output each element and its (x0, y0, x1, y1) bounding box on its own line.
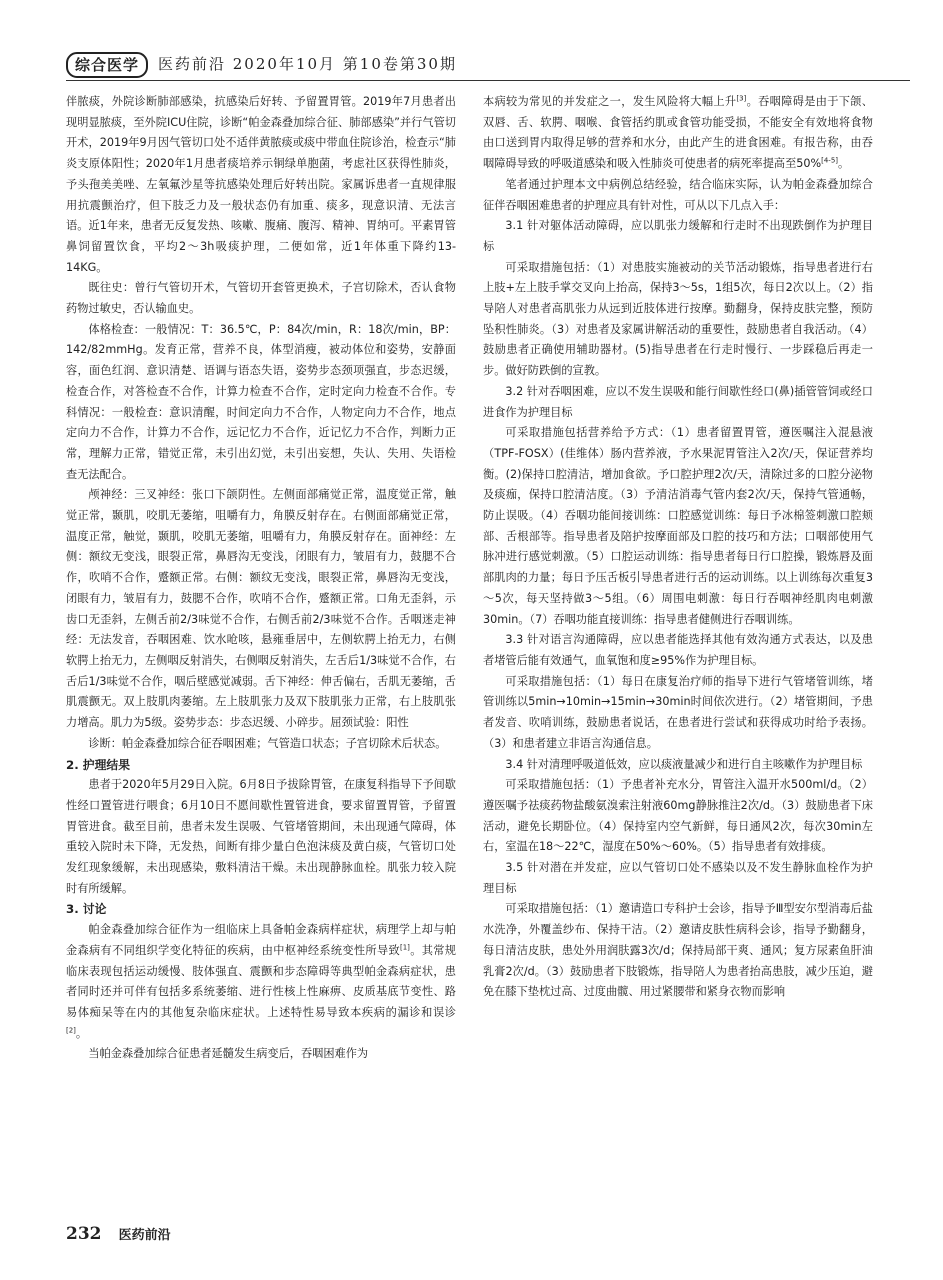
nursing-intro-paragraph: 笔者通过护理本文中病例总结经验，结合临床实际，认为帕金森叠加综合征伴吞咽困难患者的护理应具有针对性，可从以下几点入手： (483, 177, 873, 212)
measures-3-4-paragraph: 可采取措施包括：（1）予患者补充水分，胃管注入温开水500ml/d。（2）遵医嘱予祛痰药物盐酸氨溴索注射液60mg静脉推注2次/d。（3）鼓励患者下床活动，避免长期卧位。（4）保持室内空气新鲜，每日通风2次，每次30min左右，室温在18～22℃，湿度在50%～60%。（5）指导患者有效排痰。 (483, 778, 873, 854)
subsection-heading-3-4: 3.4 针对清理呼吸道低效，应以痰液量减少和进行自主咳嗽作为护理目标 (505, 757, 863, 771)
subsection-heading-3-5: 3.5 针对潜在并发症，应以气管切口处不感染以及不发生静脉血栓作为护理目标 (483, 861, 873, 895)
past-history-paragraph: 既往史：曾行气管切开术，气管切开套管更换术，子宫切除术，否认食物药物过敏史，否认输血史。 (66, 281, 456, 316)
subsection-heading-3-3: 3.3 针对语言沟通障碍，应以患者能选择其他有效沟通方式表达，以及患者堵管后能有效通气，血氧饱和度≥95%作为护理目标。 (483, 633, 873, 667)
section-tag: 综合医学 (66, 52, 148, 78)
subsection-heading-3-1: 3.1 针对躯体活动障碍，应以肌张力缓解和行走时不出现跌倒作为护理目标 (483, 219, 873, 253)
measures-3-5-paragraph: 可采取措施包括：（1）邀请造口专科护士会诊，指导予Ⅲ型安尔型消毒后盐水洗净，外覆盖纱布、保持干洁。（2）邀请皮肤性病科会诊，指导予勤翻身，每日清洁皮肤，患处外用润肤露3次/d；保持局部干爽、通风；复方尿素鱼肝油乳膏2次/d。（3）鼓励患者下肢锻炼，指导陪人为患者抬高患肢，减少压迫，避免在膝下垫枕过高、过度曲髋、用过紧腰带和紧身衣物而影响 (483, 902, 873, 999)
footer-journal-name: 医药前沿 (118, 1228, 171, 1243)
discussion-paragraph-2: 当帕金森叠加综合征患者延髓发生病变后，吞咽困难作为 (88, 1047, 369, 1061)
measures-3-3-paragraph: 可采取措施包括：（1）每日在康复治疗师的指导下进行气管堵管训练，堵管训练以5min→10min→15min→30min时间依次进行。（2）堵管期间，予患者发音、吹哨训练，鼓励患者说话，在患者进行尝试和获得成功时给予表扬。（3）和患者建立非语言沟通信息。 (483, 674, 873, 750)
diagnosis-paragraph: 诊断：帕金森叠加综合征吞咽困难；气管造口状态；子宫切除术后状态。 (88, 736, 447, 750)
page-number: 232 (66, 1224, 102, 1244)
discussion-continued-paragraph: 本病较为常见的并发症之一，发生风险将大幅上升[3]。吞咽障碍是由于下颌、双唇、舌、软腭、咽喉、食管括约肌或食管功能受损，不能安全有效地将食物由口送到胃内取得足够的营养和水分，由此产生的进食困难。有报告称，由吞咽障碍导致的呼吸道感染和吸入性肺炎可使患者的病死率提高至50%[4-5]。 (483, 94, 873, 171)
measures-3-1-paragraph: 可采取措施包括：（1）对患肢实施被动的关节活动锻炼，指导患者进行右上肢+左上肢手掌交叉向上抬高，保持3～5s，1组5次，每日2次以上。（2）指导陪人对患者高肌张力从远到近肢体进行按摩。勤翻身，保持皮肤完整，预防坠积性肺炎。（3）对患者及家属讲解活动的重要性，鼓励患者自我活动。（4）鼓励患者正确使用辅助器材。(5)指导患者在行走时慢行、一步踩稳后再走一步。做好防跌倒的宣教。 (483, 260, 873, 378)
left-column (66, 92, 456, 1065)
citation-ref: [1] (399, 943, 410, 952)
physical-exam-paragraph: 体格检查：一般情况：T：36.5℃，P：84次/min，R：18次/min，BP：142/82mmHg。发育正常，营养不良，体型消瘦，被动体位和姿势，安静面容，面色红润、意识清楚、语调与语态失语，姿势步态颈项强直，步态迟缓，检查合作，对答检查不合作，计算力检查不合作，定时定向力检查不合作。专科情况：一般检查：意识清醒，时间定向力不合作，人物定向力不合作，地点定向力不合作，计算力不合作，远记忆力不合作，近记忆力不合作，判断力正常，理解力正常，错觉正常，未引出幻觉，未引出妄想，失认、失用、失语检查无法配合。 (66, 322, 456, 481)
cranial-nerve-paragraph: 颅神经：三叉神经：张口下颌阴性。左侧面部痛觉正常，温度觉正常，触觉正常，颞肌，咬肌无萎缩，咀嚼有力，角膜反射存在。右侧面部痛觉正常，温度正常，触觉，颞肌，咬肌无萎缩，咀嚼有力，角膜反射存在。面神经：左侧：额纹无变浅，眼裂正常，鼻唇沟无变浅，闭眼有力，皱眉有力，鼓腮不合作，吹哨不合作，蹙额正常。右侧：额纹无变浅，眼裂正常，鼻唇沟无变浅，闭眼有力，皱眉有力，鼓腮不合作，吹哨不合作，蹙额正常。口角无歪斜，示齿口无歪斜，左侧舌前2/3味觉不合作，右侧舌前2/3味觉不合作。舌咽迷走神经：无法发音，吞咽困难、饮水呛咳，悬雍垂居中，左侧软腭上抬无力，右侧软腭上抬无力，左侧咽反射消失，右侧咽反射消失，左舌后1/3味觉不合作，右舌后1/3味觉不合作，咽后壁感觉减弱。舌下神经：伸舌偏右，舌肌无萎缩，舌肌震颤无。双上肢肌肉萎缩。左上肢肌张力及双下肢肌张力正常，右上肢肌张力增高。肌力为5级。姿势步态：步态迟缓、小碎步。屈颈试验：阳性 (66, 488, 456, 730)
citation-ref: [3] (736, 94, 747, 103)
citation-ref: [4-5] (821, 156, 839, 165)
discussion-paragraph: 帕金森叠加综合征作为一组临床上具备帕金森病样症状，病理学上却与帕金森病有不同组织学变化特征的疾病，由中枢神经系统变性所导致[1]。其常规临床表现包括运动缓慢、肢体强直、震颤和步态障碍等典型帕金森病症状，患者同时还并可伴有包括多系统萎缩、进行性核上性麻痹、皮质基底节变性、路易体痴呆等在内的其他复杂临床症状。上述特性易导致本疾病的漏诊和误诊[2]。 (66, 923, 456, 1040)
page-footer (66, 1224, 171, 1248)
journal-info: 医药前沿 2020年10月 第10卷第30期 (158, 55, 457, 73)
subsection-heading-3-2: 3.2 针对吞咽困难，应以不发生误吸和能行间歇性经口(鼻)插管管饲或经口进食作为护理目标 (483, 384, 873, 419)
case-history-paragraph: 伴脓痰，外院诊断肺部感染，抗感染后好转、予留置胃管。2019年7月患者出现明显脓痰，至外院ICU住院，诊断“帕金森叠加综合征、肺部感染”并行气管切开术，2019年9月因气管切口处不适伴黄脓痰或痰中带血住院诊治，检查示“肺炎支原体阳性；2020年1月患者痰培养示铜绿单胞菌，考虑社区获得性肺炎，予头孢美美唑、左氧氟沙星等抗感染处理后好转出院。家属诉患者一直规律服用抗震颤治疗，但下肢乏力及一般状态仍有加重、痰多，现意识清、无法言语。近1年来，患者无反复发热、咳嗽、腹痛、腹泻、精神、胃纳可。平素胃管鼻饲留置饮食，平均2～3h吸痰护理，二便如常，近1年体重下降约13-14KG。 (66, 95, 456, 274)
results-paragraph: 患者于2020年5月29日入院。6月8日予拔除胃管，在康复科指导下予间歇性经口置管进行喂食；6月10日不愿间歇性置管进食，要求留置胃管，予留置胃管进食。截至目前，患者未发生误吸、气管堵管期间，未出现通气障碍，体重较入院时未下降，无发热，间断有排少量白色泡沫痰及黄白痰，气管切口处发红现象缓解，未出现感染，敷料清洁干燥。未出现静脉血栓。肌张力较入院时有所缓解。 (66, 778, 456, 895)
page-header (66, 50, 910, 81)
measures-3-2-paragraph: 可采取措施包括营养给予方式：（1）患者留置胃管，遵医嘱注入混悬液（TPF-FOSX）(佳维体）肠内营养液，予水果泥胃管注入2次/天，保证营养均衡。(2)保持口腔清洁，增加食欲。予口腔护理2次/天，清除过多的口腔分泌物及痰痂，保持口腔清洁度。（3）予清洁消毒气管内套2次/天，保持气管通畅，防止误吸。（4）吞咽功能间接训练：口腔感觉训练：每日予冰棉签刺激口腔颊部、舌根部等。指导患者及陪护按摩面部及口腔的技巧和方法；口咽部使用气脉冲进行感觉刺激。（5）口腔运动训练：指导患者每日行口腔操，锻炼唇及面部肌肉的力量；每日予压舌板引导患者进行舌的运动训练。以上训练每次重复3～5次，每天坚持做3～5组。（6）周围电刺激：每日行吞咽神经肌肉电刺激30min。（7）吞咽功能直接训练：指导患者健侧进行吞咽训练。 (483, 426, 873, 626)
right-column (483, 92, 873, 1003)
citation-ref: [2] (66, 1025, 76, 1034)
section-heading-discussion: 3. 讨论 (66, 902, 107, 917)
section-heading-results: 2. 护理结果 (66, 757, 130, 772)
